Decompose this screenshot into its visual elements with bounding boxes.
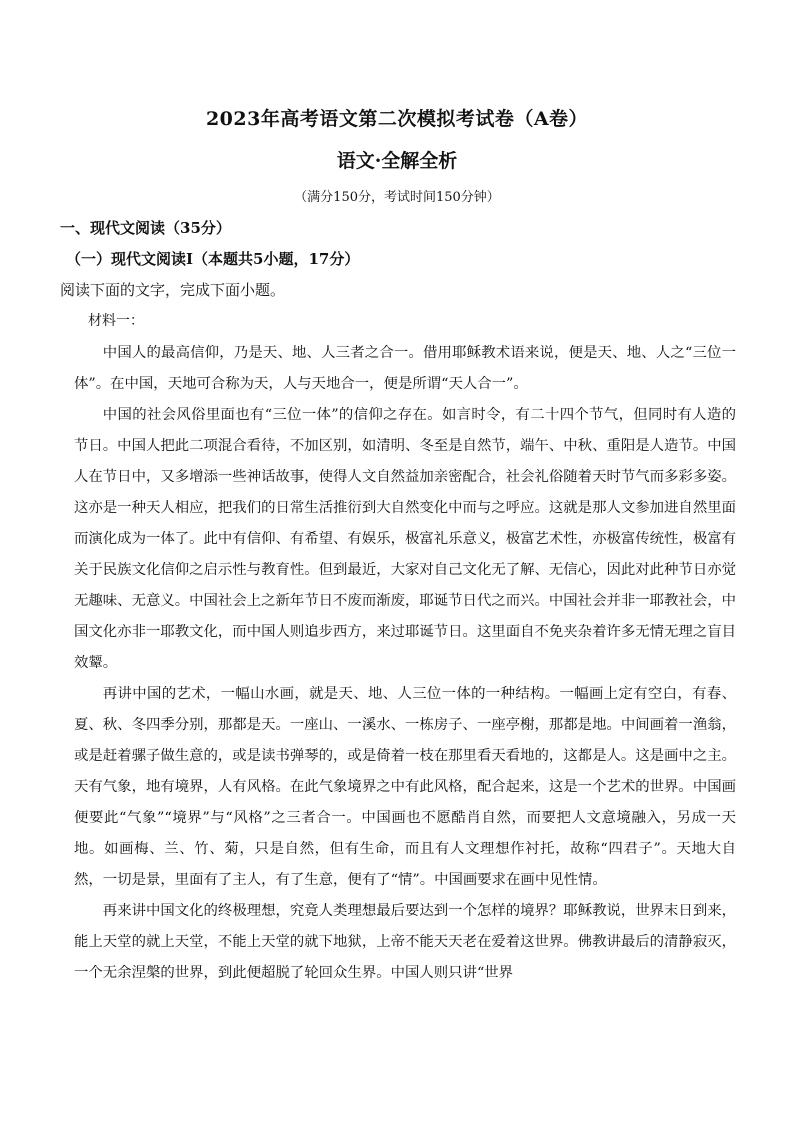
paragraph-3: 再讲中国的艺术，一幅山水画，就是天、地、人三位一体的一种结构。一幅画上定有空白，有春、夏、秋、冬四季分别，那都是天。一座山、一溪水、一栋房子、一座亭榭，那都是地。中间画着一渔翁，或是赶着骡子做生意的，或是读书弹琴的，或是倚着一枝在那里看天看地的，这都是人。这是画中之主。天有气象，地有境界，人有风格。在此气象境界之中有此风格，配合起来，这是一个艺术的世界。中国画便要此“气象”“境界”与“风格”之三者合一。中国画也不愿酷肖自然，而要把人文意境融入，另成一天地。如画梅、兰、竹、菊，只是自然，但有生命，而且有人文理想作衬托，故称“四君子”。天地大自然，一切是景，里面有了主人，有了生意，便有了“情”。中国画要求在画中见性情。 — [74, 686, 736, 888]
exam-note: （满分150分，考试时间150分钟） — [294, 190, 500, 205]
exam-subtitle: 语文·全解全析 — [336, 150, 458, 172]
paragraph-1: 中国人的最高信仰，乃是天、地、人三者之合一。借用耶稣教术语来说，便是天、地、人之“三位一体”。在中国，天地可合称为天，人与天地合一，便是所谓“天人合一”。 — [74, 345, 736, 392]
paragraph-4: 再来讲中国文化的终极理想，究竟人类理想最后要达到一个怎样的境界？耶稣教说，世界末日到来，能上天堂的就上天堂，不能上天堂的就下地狱，上帝不能天天老在爱着这世界。佛教讲最后的清静寂灭，一个无余涅槃的世界，到此便超脱了轮回众生界。中国人则只讲“世界 — [74, 903, 736, 981]
article-body — [74, 338, 736, 989]
exam-title: 2023年高考语文第二次模拟考试卷（A卷） — [205, 108, 589, 130]
paragraph-2: 中国的社会风俗里面也有“三位一体”的信仰之存在。如言时令，有二十四个节气，但同时有人造的节日。中国人把此二项混合看待，不加区别，如清明、冬至是自然节，端午、中秋、重阳是人造节。中国人在节日中，又多增添一些神话故事，使得人文自然益加亲密配合，社会礼俗随着天时节气而多彩多姿。这亦是一种天人相应，把我们的日常生活推衍到大自然变化中而与之呼应。这就是那人文参加进自然里面而演化成为一体了。此中有信仰、有希望、有娱乐，极富礼乐意义，极富艺术性，亦极富传统性，极富有关于民族文化信仰之启示性与教育性。但到最近，大家对自己文化无了解、无信心，因此对此种节日亦觉无趣味、无意义。中国社会上之新年节日不废而渐废，耶诞节日代之而兴。中国社会并非一耶教社会，中国文化亦非一耶教文化，而中国人则追步西方，来过耶诞节日。这里面自不免夹杂着许多无情无理之盲目效颦。 — [74, 407, 736, 671]
section-subheading: （一）现代文阅读Ⅰ（本题共5小题，17分） — [66, 250, 360, 268]
reading-instruction: 阅读下面的文字，完成下面小题。 — [60, 281, 286, 299]
material-label: 材料一： — [88, 313, 144, 329]
section-heading: 一、现代文阅读（35分） — [60, 219, 231, 237]
